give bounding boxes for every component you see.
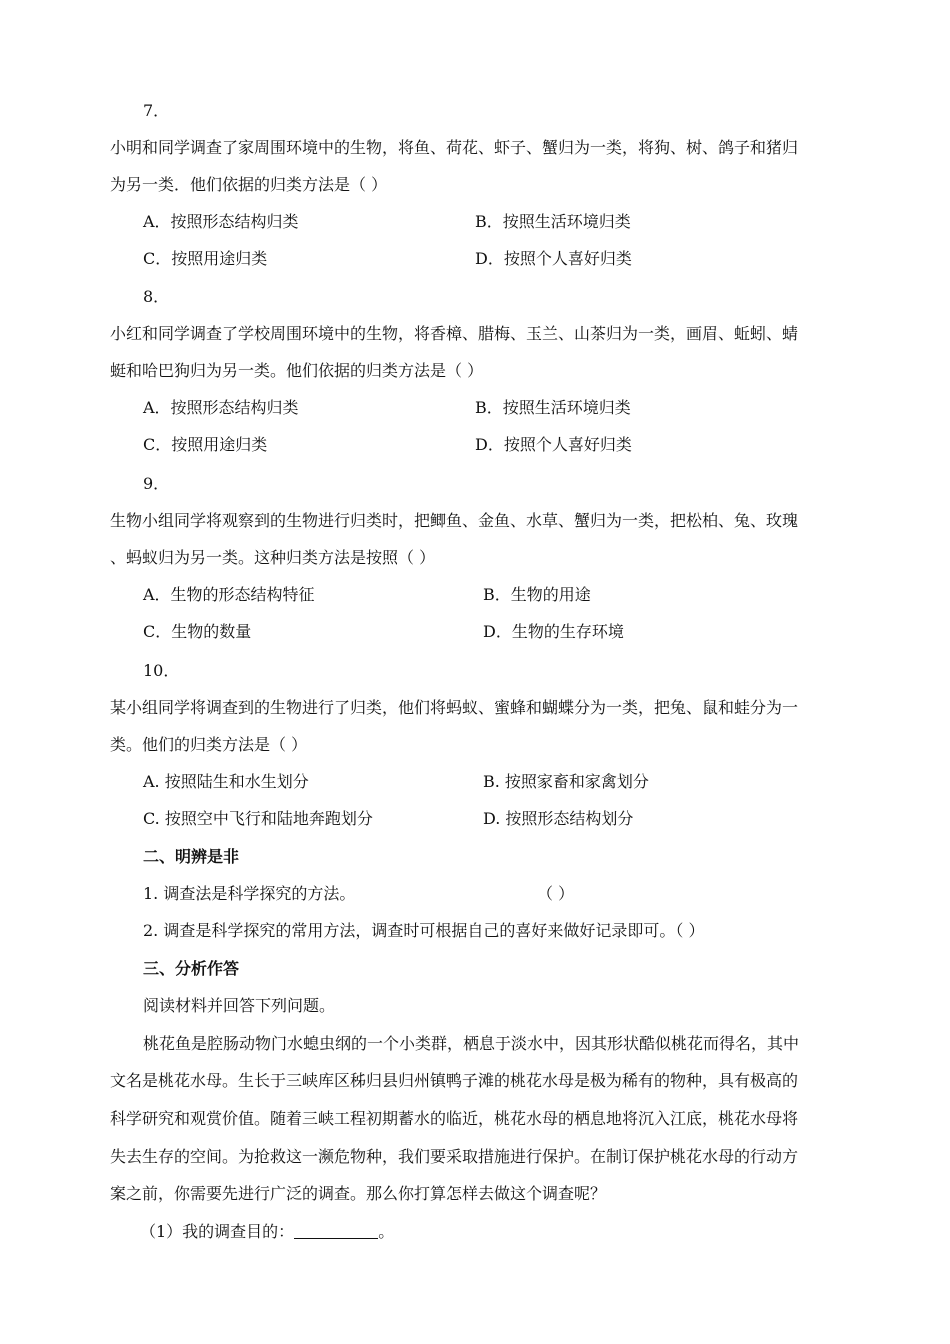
question-10-option-d[interactable]: D. 按照形态结构划分 (483, 809, 634, 828)
passage-line-4: 失去生存的空间。为抢救这一濒危物种，我们要采取措施进行保护。在制订保护桃花水母的行动方 (110, 1147, 799, 1166)
question-8-option-a[interactable]: A．按照形态结构归类 (143, 398, 299, 417)
question-9-option-c[interactable]: C．生物的数量 (143, 622, 252, 641)
question-9-number: 9． (143, 474, 170, 493)
question-7-number: 7． (143, 101, 170, 120)
question-7-stem-line2: 为另一类．他们依据的归类方法是（ ） (110, 175, 388, 194)
sub-question-1 (140, 1221, 394, 1243)
sub-question-1-label: （1）我的调查目的： (140, 1222, 295, 1241)
judge-item-1: 1. 调查法是科学探究的方法。 (143, 884, 356, 903)
question-10-number: 10． (143, 661, 180, 680)
question-9-stem-line2: 、蚂蚁归为另一类。这种归类方法是按照（ ） (110, 548, 436, 567)
question-10-option-c[interactable]: C. 按照空中飞行和陆地奔跑划分 (143, 809, 373, 828)
question-8-number: 8． (143, 287, 170, 306)
question-8-stem-line1: 小红和同学调查了学校周围环境中的生物，将香樟、腊梅、玉兰、山茶归为一类，画眉、蚯蚓、蜻 (110, 324, 799, 343)
section-2-heading: 二、明辨是非 (143, 847, 240, 866)
question-8-option-b[interactable]: B．按照生活环境归类 (475, 398, 631, 417)
question-10-option-a[interactable]: A. 按照陆生和水生划分 (143, 772, 309, 791)
question-7-option-d[interactable]: D．按照个人喜好归类 (475, 249, 632, 268)
reading-intro: 阅读材料并回答下列问题。 (143, 996, 336, 1015)
sub-question-1-end: 。 (378, 1222, 395, 1241)
question-9-option-a[interactable]: A．生物的形态结构特征 (143, 585, 315, 604)
question-10-stem-line2: 类。他们的归类方法是（ ） (110, 735, 308, 754)
question-7-option-c[interactable]: C．按照用途归类 (143, 249, 268, 268)
answer-blank[interactable] (294, 1222, 378, 1239)
question-7-option-b[interactable]: B．按照生活环境归类 (475, 212, 631, 231)
judge-item-1-answer-blank[interactable]: （ ） (537, 884, 575, 903)
passage-line-1: 桃花鱼是腔肠动物门水螅虫纲的一个小类群，栖息于淡水中，因其形状酷似桃花而得名，其中 (143, 1034, 800, 1053)
passage-line-2: 文名是桃花水母。生长于三峡库区秭归县归州镇鸭子滩的桃花水母是极为稀有的物种，具有极高的 (110, 1071, 799, 1090)
question-8-option-c[interactable]: C．按照用途归类 (143, 435, 268, 454)
passage-line-5: 案之前，你需要先进行广泛的调查。那么你打算怎样去做这个调查呢？ (110, 1184, 607, 1203)
passage-line-3: 科学研究和观赏价值。随着三峡工程初期蓄水的临近，桃花水母的栖息地将沉入江底，桃花水母将 (110, 1109, 799, 1128)
question-7-option-a[interactable]: A．按照形态结构归类 (143, 212, 299, 231)
question-10-stem-line1: 某小组同学将调查到的生物进行了归类，他们将蚂蚁、蜜蜂和蝴蝶分为一类，把兔、鼠和蛙分为一 (110, 698, 799, 717)
question-8-stem-line2: 蜓和哈巴狗归为另一类。他们依据的归类方法是（ ） (110, 361, 484, 380)
question-8-option-d[interactable]: D．按照个人喜好归类 (475, 435, 632, 454)
judge-item-2: 2. 调查是科学探究的常用方法，调查时可根据自己的喜好来做好记录即可。（ ） (143, 921, 705, 940)
question-9-option-b[interactable]: B．生物的用途 (483, 585, 591, 604)
question-10-option-b[interactable]: B. 按照家畜和家禽划分 (483, 772, 649, 791)
question-7-stem-line1: 小明和同学调查了家周围环境中的生物，将鱼、荷花、虾子、蟹归为一类，将狗、树、鸽子和猪归 (110, 138, 799, 157)
question-9-option-d[interactable]: D．生物的生存环境 (483, 622, 624, 641)
question-9-stem-line1: 生物小组同学将观察到的生物进行归类时，把鲫鱼、金鱼、水草、蟹归为一类，把松柏、兔、玫瑰 (110, 511, 799, 530)
section-3-heading: 三、分析作答 (143, 959, 240, 978)
